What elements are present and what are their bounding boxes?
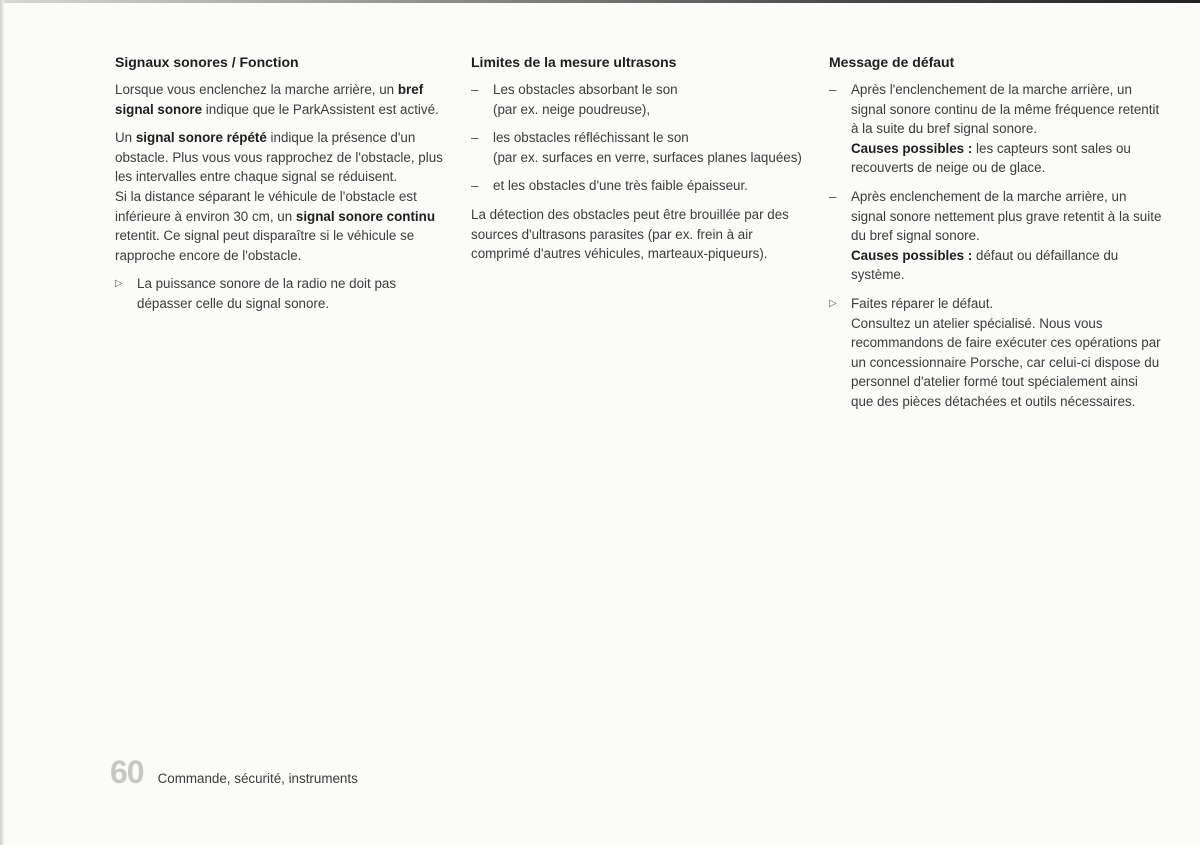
text: les obstacles réfléchissant le son [493, 130, 689, 146]
text: Faites réparer le défaut. [851, 295, 994, 311]
page-number: 60 [110, 754, 144, 790]
column-message-defaut [829, 52, 1163, 421]
text: retentit. Ce signal peut disparaître si le véhicule se rapproche encore de l'obstacle. [115, 228, 415, 263]
section-title: Commande, sécurité, instruments [157, 771, 358, 786]
bold-term: Causes possibles : [851, 247, 973, 263]
bold-term: signal sonore répété [135, 130, 267, 146]
column-signaux-sonores [115, 52, 447, 323]
text: indique que le ParkAssistent est activé. [202, 101, 439, 117]
heading-limites-ultrasons: Limites de la mesure ultrasons [471, 54, 677, 70]
bold-term: bref signal sonore [115, 82, 424, 117]
text: Un [115, 130, 136, 146]
page-edge-shadow [0, 0, 4, 845]
list-item [471, 80, 805, 119]
note-reparer [829, 294, 1163, 412]
note-radio [115, 274, 447, 313]
dash-bullet: – [471, 82, 479, 97]
list-item-body [493, 80, 805, 119]
text: Les obstacles absorbant le son [493, 82, 678, 97]
text: Consultez un atelier spécialisé. Nous vous recommandons de faire exécuter ces opérations par un concessionnaire Porsche, car celui-ci dispose du personnel d'atelier formé tout spécialement ainsi que des pièces détachées et outils nécessaires. [851, 315, 1161, 409]
list-item-body: et les obstacles d'une très faible épaisseur. [493, 178, 748, 194]
list-item-body [851, 187, 1163, 285]
note-text [851, 294, 1163, 412]
text: Lorsque vous enclenchez la marche arrière, un [115, 82, 398, 97]
bold-term: Causes possibles : [851, 140, 973, 156]
heading-signaux-sonores: Signaux sonores / Fonction [115, 54, 299, 70]
list-item [829, 187, 1163, 285]
text: Après enclenchement de la marche arrière, un signal sonore nettement plus grave retentit à la suite du bref signal sonore. [851, 188, 1162, 244]
text: les capteurs sont sales ou recouverts de neige ou de glace. [851, 140, 1131, 176]
paragraph-signal-continu [115, 187, 447, 265]
text: défaut ou défaillance du système. [851, 247, 1119, 283]
top-rule [0, 0, 1200, 3]
triangle-bullet-icon: ▷ [115, 278, 123, 290]
paragraph-signal-repete [115, 128, 447, 187]
note-text: La puissance sonore de la radio ne doit pas dépasser celle du signal sonore. [137, 276, 397, 311]
page-footer [110, 754, 358, 791]
list-item-body [493, 128, 805, 167]
dash-bullet: – [471, 178, 479, 194]
triangle-bullet-icon: ▷ [829, 297, 837, 309]
list-item [829, 80, 1163, 178]
text: (par ex. surfaces en verre, surfaces planes laquées) [493, 149, 802, 165]
text: Si la distance séparant le véhicule de l'obstacle est inférieure à environ 30 cm, un [115, 188, 417, 224]
list-item [471, 176, 805, 196]
dash-bullet: – [829, 188, 837, 204]
dash-bullet: – [471, 130, 479, 146]
paragraph-detection: La détection des obstacles peut être brouillée par des sources d'ultrasons parasites (par ex. frein à air comprimé d'autres véhicules, marteaux-piqueurs). [471, 206, 789, 262]
heading-message-defaut: Message de défaut [829, 54, 955, 70]
column-limites-ultrasons [471, 52, 805, 264]
list-item [471, 128, 805, 167]
paragraph-bref-signal [115, 80, 447, 119]
bold-term: signal sonore continu [295, 208, 435, 224]
text: (par ex. neige poudreuse), [493, 101, 651, 117]
text: indique la présence d'un obstacle. Plus vous vous rapprochez de l'obstacle, plus les intervalles entre chaque signal se réduisent. [115, 130, 443, 185]
text: Après l'enclenchement de la marche arrière, un signal sonore continu de la même fréquence retentit à la suite du bref signal sonore. [851, 82, 1160, 137]
list-item-body [851, 80, 1163, 178]
dash-bullet: – [829, 82, 837, 97]
